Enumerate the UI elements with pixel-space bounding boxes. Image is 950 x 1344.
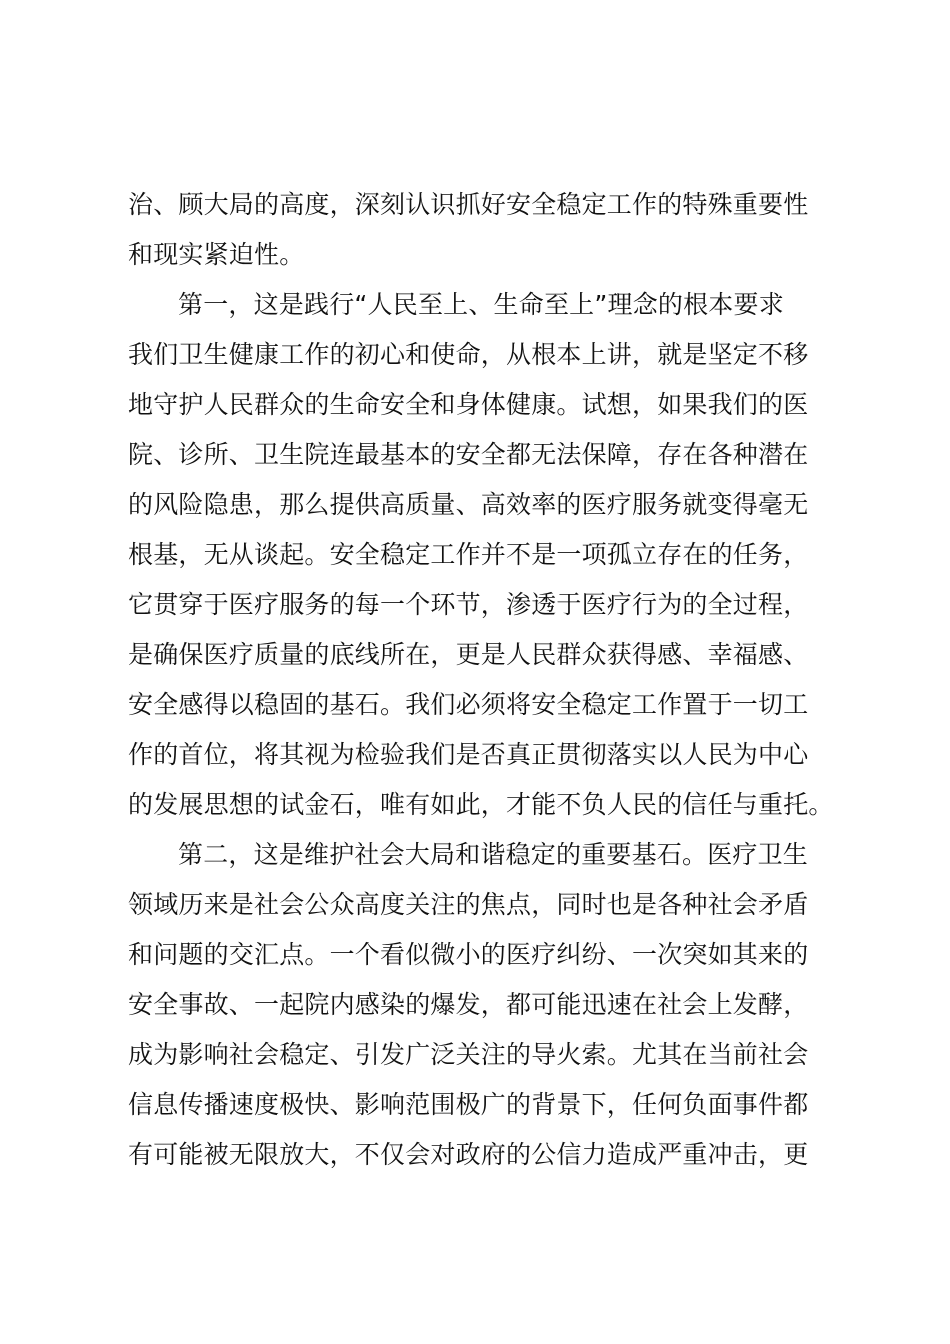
text-line: 和问题的交汇点。一个看似微小的医疗纠纷、一次突如其来的	[128, 940, 809, 969]
paragraph-start-line: 第二，这是维护社会大局和谐稳定的重要基石。医疗卫生	[178, 840, 809, 869]
text-line: 院、诊所、卫生院连最基本的安全都无法保障，存在各种潜在	[128, 440, 809, 469]
text-line: 安全感得以稳固的基石。我们必须将安全稳定工作置于一切工	[128, 690, 809, 719]
text-line: 治、顾大局的高度，深刻认识抓好安全稳定工作的特殊重要性	[128, 190, 809, 219]
text-line: 信息传播速度极快、影响范围极广的背景下，任何负面事件都	[128, 1090, 809, 1119]
paragraph-start-line: 第一，这是践行“人民至上、生命至上”理念的根本要求	[178, 290, 784, 319]
text-line: 有可能被无限放大，不仅会对政府的公信力造成严重冲击，更	[128, 1140, 809, 1169]
text-line: 安全事故、一起院内感染的爆发，都可能迅速在社会上发酵，	[128, 990, 809, 1019]
text-line: 它贯穿于医疗服务的每一个环节，渗透于医疗行为的全过程，	[128, 590, 809, 619]
body-text	[128, 180, 838, 1180]
text-line: 的风险隐患，那么提供高质量、高效率的医疗服务就变得毫无	[128, 490, 809, 519]
text-line: 的发展思想的试金石，唯有如此，才能不负人民的信任与重托。	[128, 790, 834, 819]
text-line: 根基，无从谈起。安全稳定工作并不是一项孤立存在的任务，	[128, 540, 809, 569]
text-line: 地守护人民群众的生命安全和身体健康。试想，如果我们的医	[128, 390, 809, 419]
text-line: 领域历来是社会公众高度关注的焦点，同时也是各种社会矛盾	[128, 890, 809, 919]
text-line: 我们卫生健康工作的初心和使命，从根本上讲，就是坚定不移	[128, 340, 809, 369]
text-line: 是确保医疗质量的底线所在，更是人民群众获得感、幸福感、	[128, 640, 809, 669]
text-line: 作的首位，将其视为检验我们是否真正贯彻落实以人民为中心	[128, 740, 809, 769]
text-line: 和现实紧迫性。	[128, 240, 305, 269]
text-line: 成为影响社会稳定、引发广泛关注的导火索。尤其在当前社会	[128, 1040, 809, 1069]
